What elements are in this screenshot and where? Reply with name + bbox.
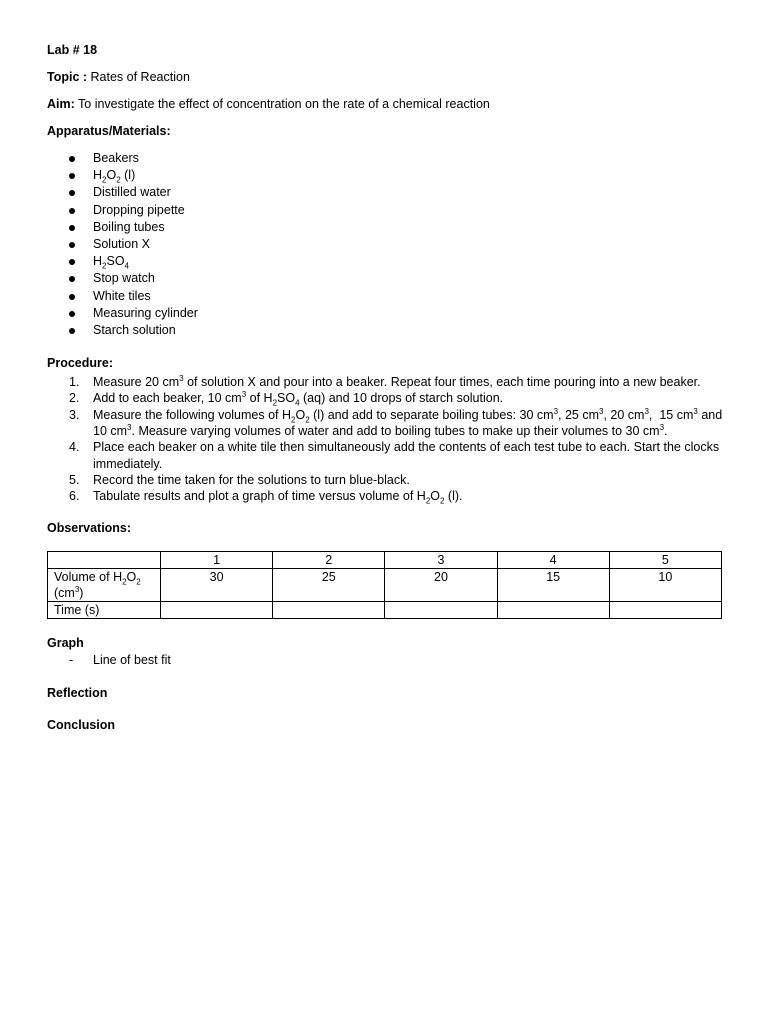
row-label-volume: Volume of $H_2O_2$ $(cm^3)$ bbox=[48, 569, 161, 602]
list-item-label: $H_2O_2$ (l) bbox=[93, 168, 136, 185]
dash-marker: - bbox=[69, 653, 74, 668]
bullet-icon bbox=[69, 294, 75, 300]
list-item bbox=[47, 270, 727, 287]
procedure-step bbox=[47, 488, 727, 504]
apparatus-list bbox=[47, 150, 727, 339]
step-number: 2. bbox=[69, 391, 80, 406]
procedure-step bbox=[47, 472, 727, 488]
list-item-label: Starch solution bbox=[93, 322, 176, 337]
list-item-label: Stop watch bbox=[93, 271, 155, 286]
table-row-time bbox=[48, 602, 722, 619]
bullet-icon bbox=[69, 242, 75, 248]
list-item bbox=[47, 236, 727, 253]
list-item-label: White tiles bbox=[93, 288, 151, 303]
procedure-list bbox=[47, 374, 727, 504]
aim-text: To investigate the effect of concentration on the rate of a chemical reaction bbox=[78, 97, 490, 111]
list-item bbox=[47, 202, 727, 219]
step-text: Tabulate results and plot a graph of time versus volume of $H_2O_2$ (l). bbox=[93, 489, 463, 506]
column-header: 3 bbox=[385, 552, 497, 569]
list-item bbox=[47, 253, 727, 270]
step-number: 6. bbox=[69, 489, 80, 504]
step-text: Measure 20 $cm^3$ of solution X and pour into a beaker. Repeat four times, each time pouring into a new beaker. bbox=[93, 373, 701, 390]
procedure-step bbox=[47, 439, 727, 472]
table-corner-cell bbox=[48, 552, 161, 569]
bullet-icon bbox=[69, 311, 75, 317]
list-item bbox=[47, 167, 727, 184]
list-item-label: $H_2SO_4$ bbox=[93, 254, 129, 271]
list-item bbox=[47, 288, 727, 305]
topic-label: Topic : bbox=[47, 70, 88, 84]
reflection-heading: Reflection bbox=[47, 686, 108, 701]
list-item bbox=[47, 150, 727, 167]
column-header: 5 bbox=[609, 552, 721, 569]
column-header: 1 bbox=[161, 552, 273, 569]
list-item bbox=[47, 219, 727, 236]
table-cell bbox=[609, 602, 721, 619]
table-cell: 10 bbox=[609, 569, 721, 602]
table-cell: 15 bbox=[497, 569, 609, 602]
observations-table bbox=[47, 551, 722, 619]
step-number: 4. bbox=[69, 440, 80, 455]
procedure-heading: Procedure: bbox=[47, 356, 113, 371]
topic-line bbox=[47, 69, 727, 86]
procedure-step bbox=[47, 407, 727, 440]
table-cell bbox=[497, 602, 609, 619]
table-cell bbox=[385, 602, 497, 619]
step-number: 1. bbox=[69, 375, 80, 390]
column-header: 4 bbox=[497, 552, 609, 569]
step-text: Measure the following volumes of $H_2O_2$ (l) and add to separate boiling tubes: 30 $cm^3$, 25 $cm^3$, 20 $cm^3$, 15 $cm^3$ and 10 $cm^3$. Measure varying volumes of water and add to boiling tubes to make up their volumes to 30 $cm^3$. bbox=[93, 406, 723, 438]
observations-heading: Observations: bbox=[47, 521, 132, 536]
apparatus-heading: Apparatus/Materials: bbox=[47, 124, 171, 138]
table-cell bbox=[273, 602, 385, 619]
lab-number: Lab # 18 bbox=[47, 43, 98, 57]
bullet-icon bbox=[69, 259, 75, 265]
column-header: 2 bbox=[273, 552, 385, 569]
aim-line bbox=[47, 96, 727, 113]
list-item bbox=[47, 184, 727, 201]
bullet-icon bbox=[69, 208, 75, 214]
list-item-label: Solution X bbox=[93, 236, 150, 251]
list-item-label: Dropping pipette bbox=[93, 202, 185, 217]
lab-document bbox=[47, 42, 727, 734]
table-header-row bbox=[48, 552, 722, 569]
procedure-step bbox=[47, 390, 727, 406]
step-number: 3. bbox=[69, 407, 80, 422]
list-item-label: Measuring cylinder bbox=[93, 305, 198, 320]
table-cell: 30 bbox=[161, 569, 273, 602]
graph-item bbox=[47, 652, 727, 669]
row-label-time: Time (s) bbox=[48, 602, 161, 619]
topic-text: Rates of Reaction bbox=[90, 70, 190, 84]
bullet-icon bbox=[69, 225, 75, 231]
table-row-volume bbox=[48, 569, 722, 602]
step-text: Place each beaker on a white tile then simultaneously add the contents of each test tube to each. Start the clocks immediately. bbox=[93, 440, 720, 471]
bullet-icon bbox=[69, 328, 75, 334]
bullet-icon bbox=[69, 156, 75, 162]
aim-label: Aim: bbox=[47, 97, 75, 111]
list-item-label: Distilled water bbox=[93, 185, 171, 200]
list-item bbox=[47, 305, 727, 322]
bullet-icon bbox=[69, 276, 75, 282]
graph-heading: Graph bbox=[47, 636, 84, 651]
list-item-label: Boiling tubes bbox=[93, 219, 165, 234]
list-item bbox=[47, 322, 727, 339]
procedure-step bbox=[47, 374, 727, 390]
graph-item-text: Line of best fit bbox=[93, 653, 171, 668]
bullet-icon bbox=[69, 190, 75, 196]
list-item-label: Beakers bbox=[93, 151, 139, 165]
bullet-icon bbox=[69, 173, 75, 179]
table-cell: 20 bbox=[385, 569, 497, 602]
step-text: Record the time taken for the solutions to turn blue-black. bbox=[93, 472, 410, 487]
table-cell: 25 bbox=[273, 569, 385, 602]
step-number: 5. bbox=[69, 472, 80, 487]
step-text: Add to each beaker, 10 $cm^3$ of $H_2SO_4$ (aq) and 10 drops of starch solution. bbox=[93, 390, 504, 408]
conclusion-heading: Conclusion bbox=[47, 718, 116, 733]
table-cell bbox=[161, 602, 273, 619]
